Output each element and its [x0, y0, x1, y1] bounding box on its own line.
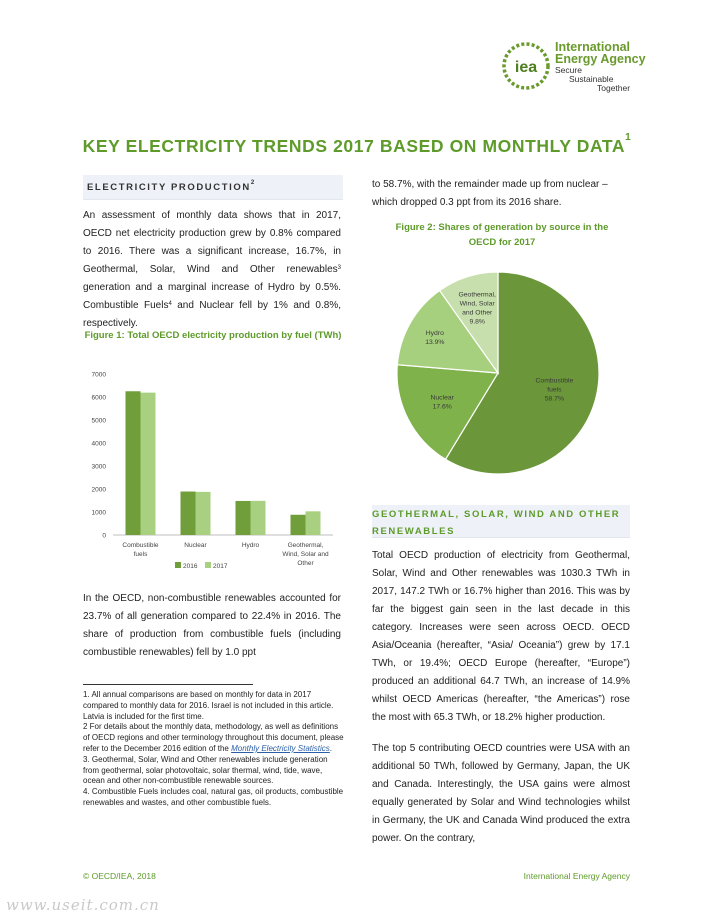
- section2-header-box: [372, 505, 630, 538]
- iea-tag-together: Together: [597, 83, 631, 93]
- y-tick-label: 7000: [91, 371, 106, 379]
- footer-agency: International Energy Agency: [523, 871, 630, 881]
- pie-label: 13.9%: [425, 338, 445, 346]
- footnote-divider: [83, 684, 253, 685]
- section1-heading-text: ELECTRICITY PRODUCTION: [87, 182, 251, 193]
- section1-heading: [87, 182, 256, 193]
- x-tick-label: Wind, Solar and: [282, 551, 329, 558]
- pie-label: 9.8%: [469, 318, 485, 326]
- x-tick-label: fuels: [133, 551, 148, 558]
- y-tick-label: 1000: [91, 509, 106, 517]
- y-tick-label: 2000: [91, 486, 106, 494]
- y-tick-label: 6000: [91, 394, 106, 402]
- bar-2016: [181, 492, 196, 535]
- right-paragraph-1: to 58.7%, with the remainder made up from nuclear – which dropped 0.3 ppt from its 2016 share.: [372, 179, 608, 208]
- x-tick-label: Hydro: [241, 542, 260, 549]
- legend-label-2016: 2016: [183, 563, 198, 570]
- page-title-sup: 1: [625, 132, 632, 143]
- bar-2016: [236, 501, 251, 535]
- iea-org-line2: Energy Agency: [555, 52, 646, 66]
- figure1-bar-chart: [83, 362, 345, 584]
- bar-2016: [126, 391, 141, 535]
- section1-heading-sup: 2: [250, 180, 256, 186]
- monthly-electricity-statistics-link[interactable]: Monthly Electricity Statistics: [231, 743, 330, 753]
- iea-tag-sustainable: Sustainable: [569, 74, 614, 84]
- footnotes: [83, 690, 345, 809]
- y-tick-label: 5000: [91, 417, 106, 425]
- pie-label: and Other: [462, 309, 493, 317]
- section1-text-b: generation and a marginal increase of Hydro by 0.5%. Combustible Fuels: [83, 282, 341, 311]
- iea-tag-secure: Secure: [555, 65, 582, 75]
- bar-2017: [141, 393, 156, 535]
- footer-copyright: © OECD/IEA, 2018: [83, 871, 156, 881]
- pie-label: Nuclear: [430, 394, 454, 402]
- x-tick-label: Combustible: [122, 542, 159, 549]
- iea-logo: [500, 38, 646, 94]
- bar-2017: [196, 492, 211, 535]
- y-tick-label: 4000: [91, 440, 106, 448]
- section2-paragraph-2: The top 5 contributing OECD countries were USA with an additional 50 TWh, followed by Germany, Japan, the UK and Canada. Interestingly, the USA gains were almost equally generated by Solar and Wind technologies whilst in Germany, the UK and Canada Wind produced the extra power. On the contrary,: [372, 743, 630, 844]
- legend-swatch-2016: [175, 562, 181, 568]
- x-tick-label: Nuclear: [184, 542, 207, 549]
- iea-logo-abbr: iea: [514, 59, 538, 76]
- pie-label: Hydro: [425, 329, 444, 337]
- pie-label: Combustible: [535, 377, 574, 385]
- pie-label: fuels: [547, 386, 562, 394]
- section1-header-box: [83, 175, 343, 200]
- figure1-caption: Figure 1: Total OECD electricity production by fuel (TWh): [84, 330, 342, 341]
- section2-heading: GEOTHERMAL, SOLAR, WIND AND OTHER RENEWABLES: [372, 509, 621, 537]
- footnote-4: 4. Combustible Fuels includes coal, natural gas, oil products, combustible renewables and wastes, and other combustible fuels.: [83, 787, 344, 807]
- pie-label: Geothermal,: [458, 291, 496, 299]
- figure2-caption: Figure 2: Shares of generation by source in the OECD for 2017: [395, 222, 609, 248]
- footnote-ref-3: 3: [337, 265, 341, 271]
- x-tick-label: Geothermal,: [287, 542, 324, 549]
- footnote-3: 3. Geothermal, Solar, Wind and Other renewables include generation from geothermal, solar photovoltaic, solar thermal, wind, tide, wave, ocean and other non-combustible renewable sources.: [83, 754, 328, 786]
- pie-label: 17.6%: [432, 403, 452, 411]
- left-paragraph-2: In the OECD, non-combustible renewables accounted for 23.7% of all generation compared to 22.4% in 2016. The share of production from combustible fuels (including combustible renewables) fell by 1.0 ppt: [83, 593, 341, 658]
- x-tick-label: Other: [297, 560, 314, 567]
- footnote-2-text: 2 For details about the monthly data, methodology, as well as definitions of OECD regions and other terminology throughout this document, please refer to the December 2016 edition of the: [83, 722, 344, 753]
- footnote-ref-4: 4: [168, 301, 172, 307]
- footnote-2: [83, 722, 345, 754]
- section1-paragraph: [83, 207, 341, 333]
- footnote-1: 1. All annual comparisons are based on monthly for data in 2017 compared to monthly data for 2016. Israel is not included in this article. Latvia is included for the first time.: [83, 690, 334, 721]
- section1-text-a: An assessment of monthly data shows that in 2017, OECD net electricity production grew by 0.8% compared to 2016. There was a significant increase, 16.7%, in Geothermal, Solar, Wind and Other renewables: [83, 210, 341, 275]
- iea-logo-mark: [500, 40, 552, 92]
- bar-2016: [291, 515, 306, 535]
- legend-swatch-2017: [205, 562, 211, 568]
- legend-label-2017: 2017: [213, 563, 228, 570]
- iea-org-line1: International: [555, 40, 631, 54]
- section1-text-c: and Nuclear fell by 1% and 0.8%, respectively.: [83, 300, 341, 329]
- section2-paragraph-1: Total OECD production of electricity from Geothermal, Solar, Wind and Other renewables was 1030.3 TWh in 2017, 147.2 TWh or 16.7% higher than 2016. This was by far the biggest gain seen in the last decade in this category. Increases were seen across OECD. OECD Asia/Oceania (hereafter, “Asia/ Oceania”) grew by 17.1 TWh, or 19.4%; OECD Europe (hereafter, “Europe”) produced an additional 64.7 TWh, an increase of 14.9% whilst OECD Americas (hereafter, “the Americas”) rose the most with 65.3 TWh, or 18.2% higher production.: [372, 550, 630, 723]
- page-title-text: KEY ELECTRICITY TRENDS 2017 BASED ON MONTHLY DATA: [82, 136, 626, 156]
- pie-label: Wind, Solar: [459, 300, 495, 308]
- y-tick-label: 0: [102, 532, 106, 540]
- footnote-2-end: .: [329, 743, 333, 753]
- figure2-pie-chart: [372, 260, 630, 485]
- y-tick-label: 3000: [91, 463, 106, 471]
- bar-2017: [306, 511, 321, 535]
- bar-2017: [251, 501, 266, 535]
- page-title: [0, 132, 714, 157]
- watermark: www.useit.com.cn: [6, 896, 160, 914]
- pie-label: 58.7%: [544, 395, 565, 403]
